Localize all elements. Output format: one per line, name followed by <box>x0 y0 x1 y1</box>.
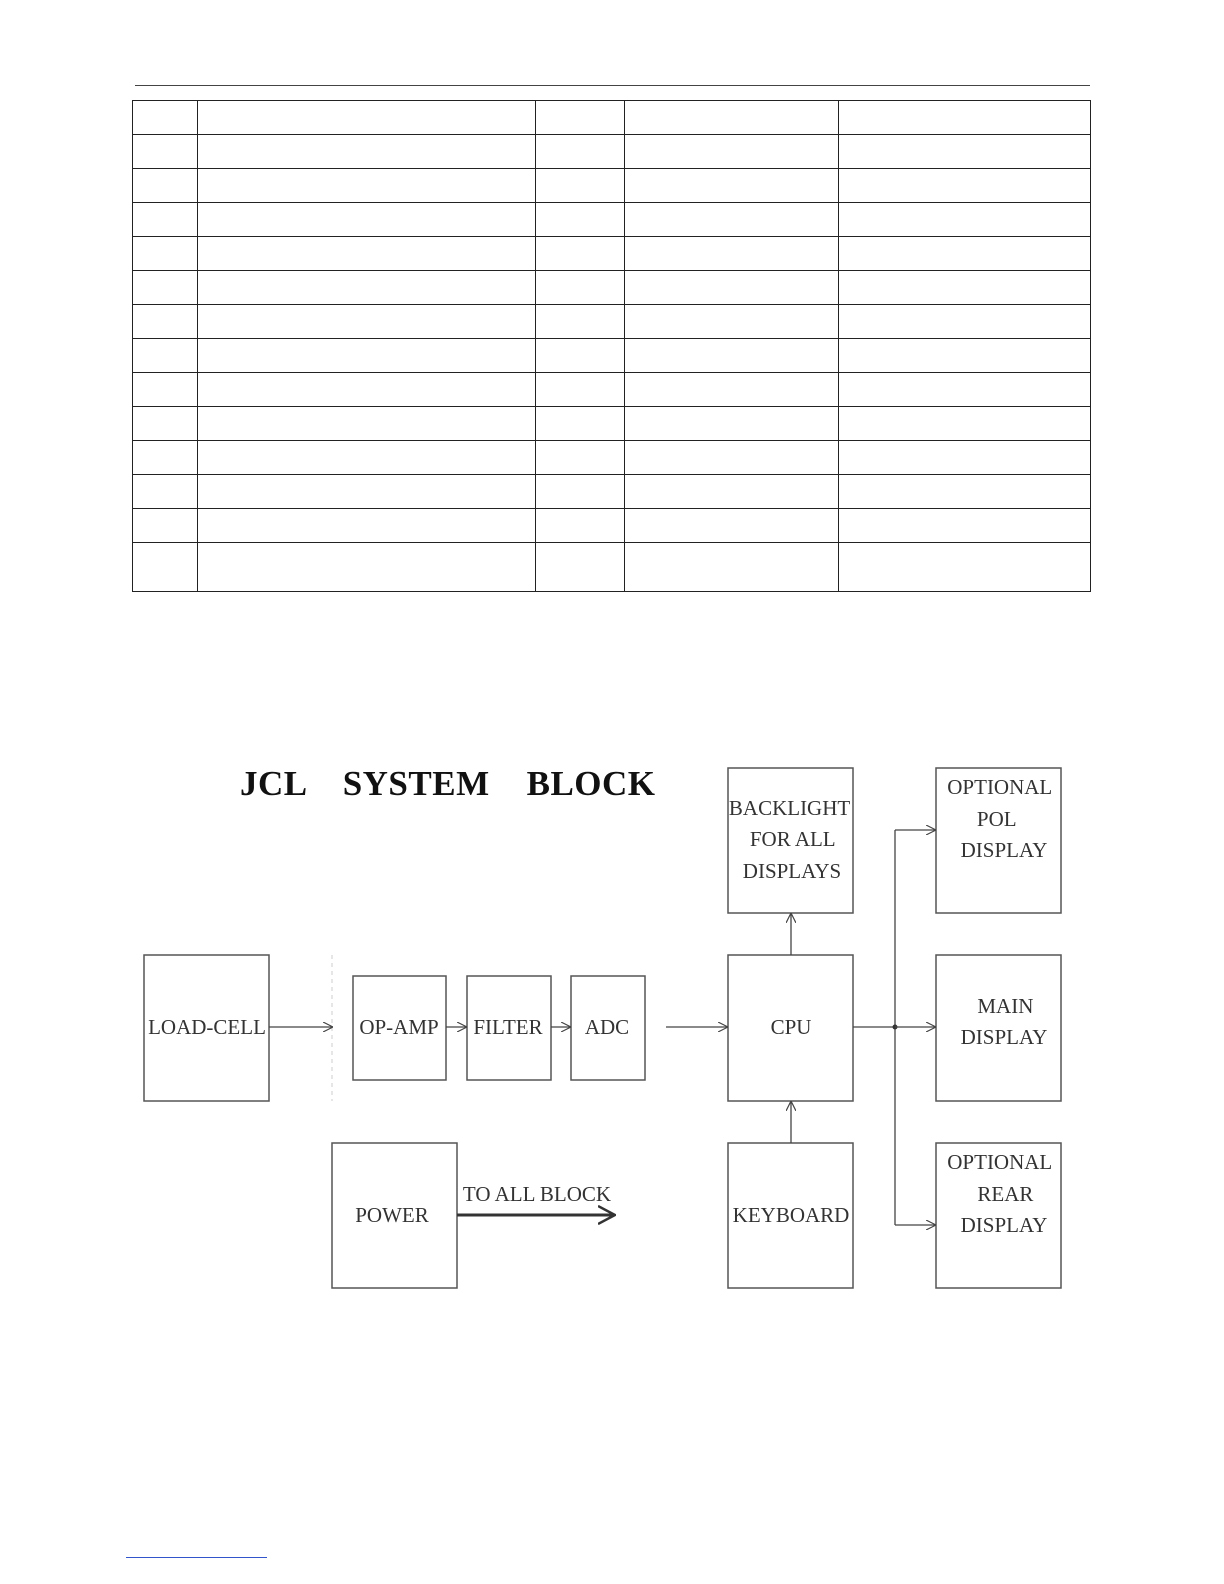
load-cell-label: LOAD-CELL <box>148 1015 266 1039</box>
backlight-label: BACKLIGHT FOR ALL DISPLAYS <box>728 796 850 883</box>
filter-block <box>467 976 551 1080</box>
keyboard-block <box>728 1143 853 1288</box>
load-cell-block <box>144 955 269 1101</box>
main-display-block <box>936 955 1061 1101</box>
adc-block <box>571 976 645 1080</box>
optional-rear-display-block <box>936 1143 1061 1288</box>
power-label: POWER <box>355 1203 429 1227</box>
filter-label: FILTER <box>473 1015 543 1039</box>
power-block <box>332 1143 457 1288</box>
diagram-title: JCL SYSTEM BLOCK <box>240 764 656 803</box>
power-note-label: TO ALL BLOCK <box>462 1182 612 1206</box>
backlight-block <box>728 768 855 913</box>
optional-pol-display-label: OPTIONAL POL DISPLAY <box>947 775 1052 862</box>
adc-label: ADC <box>584 1015 630 1039</box>
cpu-label: CPU <box>770 1015 812 1039</box>
main-display-label: MAIN DISPLAY <box>960 994 1048 1049</box>
keyboard-label: KEYBOARD <box>732 1203 850 1227</box>
cpu-block <box>728 955 853 1101</box>
optional-pol-display-block <box>936 768 1061 913</box>
op-amp-block <box>353 976 446 1080</box>
optional-rear-display-label: OPTIONAL REAR DISPLAY <box>947 1150 1052 1237</box>
op-amp-label: OP-AMP <box>359 1015 439 1039</box>
footer-link-underline <box>126 1557 267 1558</box>
